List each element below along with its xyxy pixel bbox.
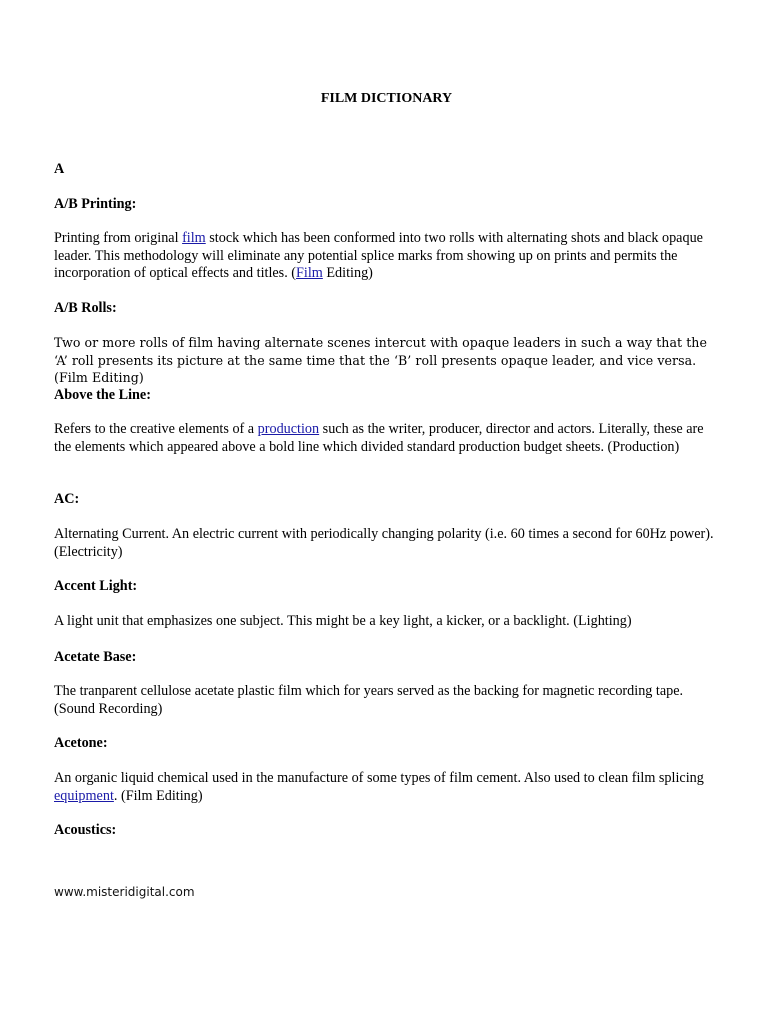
- definition-accent-light: A light unit that emphasizes one subject. This might be a key light, a kicker, or a backlight. (Lighting): [54, 613, 632, 629]
- definition-above-the-line: Refers to the creative elements of a production such as the writer, producer, director and actors. Literally, these are the elements which appeared above a bold line which divided standard production budget sheets. (Production): [54, 421, 704, 455]
- footer-website: www.misteridigital.com: [54, 885, 195, 899]
- film-link[interactable]: film: [182, 230, 206, 246]
- term-acetate-base: Acetate Base:: [54, 649, 137, 665]
- definition-acetone: An organic liquid chemical used in the manufacture of some types of film cement. Also used to clean film splicing equipment. (Film Editing): [54, 770, 704, 804]
- definition-ab-printing: Printing from original film stock which has been conformed into two rolls with alternating shots and black opaque leader. This methodology will eliminate any potential splice marks from showing up on prints and permits the incorporation of optical effects and titles. (Film Editing): [54, 230, 703, 281]
- definition-acetate-base: The tranparent cellulose acetate plastic film which for years served as the backing for magnetic recording tape. (Sound Recording): [54, 683, 684, 717]
- section-letter: A: [54, 161, 65, 177]
- term-accent-light: Accent Light:: [54, 578, 138, 594]
- term-above-the-line: Above the Line:: [54, 387, 151, 403]
- production-link[interactable]: production: [257, 421, 320, 437]
- term-ab-printing: A/B Printing:: [54, 196, 137, 212]
- term-acetone: Acetone:: [54, 735, 108, 751]
- film-editing-link[interactable]: Film: [296, 265, 323, 281]
- definition-ab-rolls: Two or more rolls of film having alternate scenes intercut with opaque leaders in such a way that the ‘A’ roll presents its picture at the same time that the ‘B’ roll presents opaque leader, and vice versa. (Film Editing): [54, 335, 707, 385]
- document-title: FILM DICTIONARY: [320, 91, 453, 106]
- term-acoustics: Acoustics:: [54, 822, 117, 838]
- term-ac: AC:: [54, 491, 80, 507]
- equipment-link[interactable]: equipment: [54, 787, 114, 804]
- definition-ac: Alternating Current. An electric current with periodically changing polarity (i.e. 60 times a second for 60Hz power). (Electricity): [54, 526, 714, 560]
- term-ab-rolls: A/B Rolls:: [54, 300, 117, 316]
